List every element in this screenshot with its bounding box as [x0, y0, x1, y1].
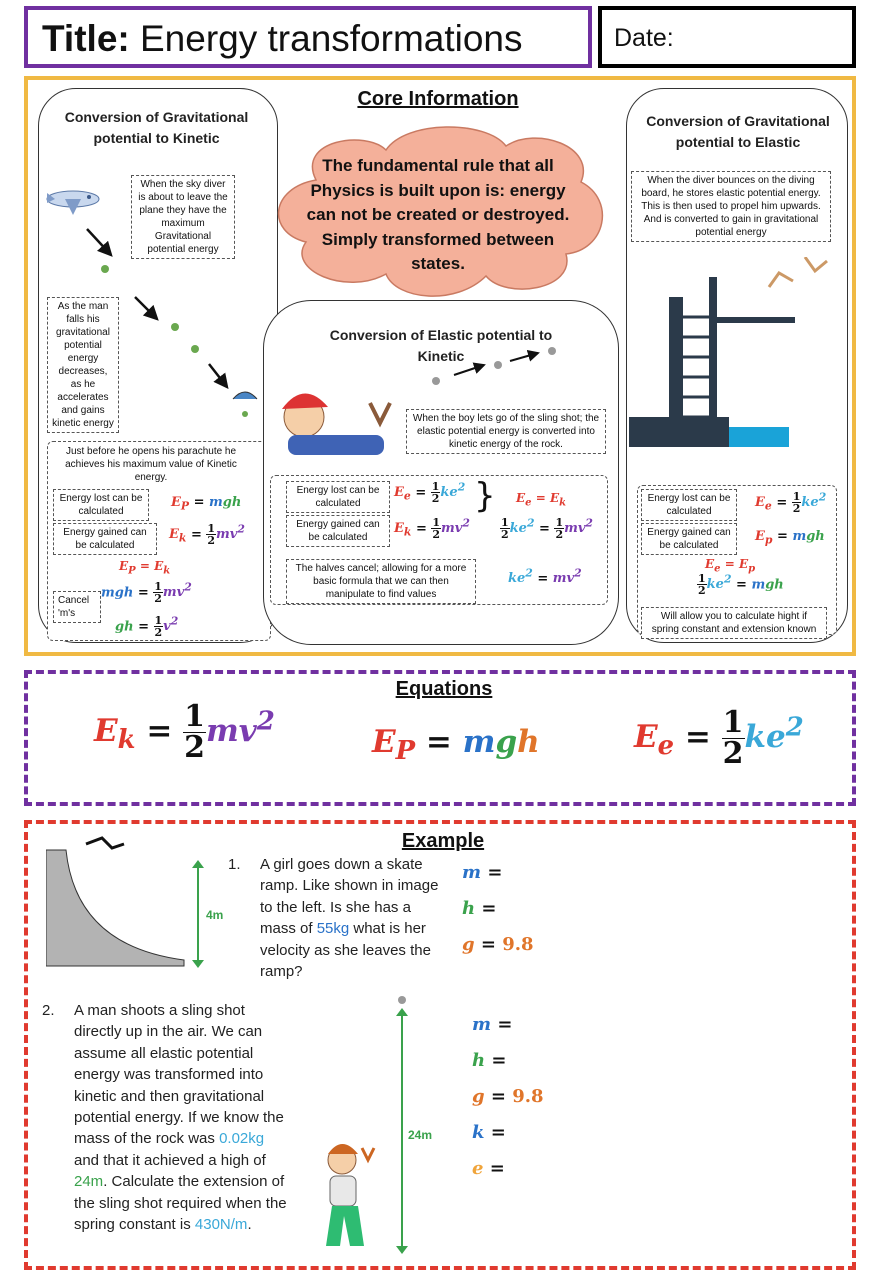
ek-gained-equation: $E_k$ = $\frac{1}{2}$ $mv^2$ [394, 516, 470, 542]
title-box [24, 6, 592, 68]
ramp-height-arrow [188, 860, 208, 968]
q2-m: m = [472, 1014, 513, 1035]
rock-path [424, 341, 564, 391]
ep-gained-equation: $E_p$ = mgh [755, 529, 825, 547]
q1-h: h = [462, 898, 497, 919]
diving-board-icon [629, 257, 847, 467]
slingshot-man-icon [318, 1142, 388, 1252]
skydiver-note-1: When the sky diver is about to leave the plane they have the maximum Gravitational potential energy [131, 175, 235, 259]
ep-equals-ek: $E_P = E_k$ [119, 559, 171, 577]
ee-lost-equation: $E_e$ = $\frac{1}{2}$ $ke^2$ [394, 480, 466, 506]
question-1-text: A girl goes down a skate ramp. Like shown in image to the left. Is she has a mass of 55kg what is her velocity as she leaves the ramp? [260, 856, 439, 981]
q1-g: g = 9.8 [462, 934, 534, 955]
gp-energy-equation: $E_P$ = mgh [372, 724, 540, 767]
equations-section [24, 670, 856, 806]
bracket: } [474, 476, 496, 516]
q1-m: m = [462, 862, 503, 883]
core-information-section [24, 76, 856, 656]
q2-k: k = [472, 1122, 506, 1143]
height-note: Will allow you to calculate hight if spring constant and extension known [641, 607, 827, 639]
gp-elastic-title: Conversion of Gravitational potential to Elastic [646, 113, 830, 150]
gp-lost-equation: $E_P$ = mgh [171, 495, 242, 513]
skydiver-note-2: As the man falls his gravitational potential energy decreases, as he accelerates and gains kinetic energy [47, 297, 119, 433]
ee-lost-label-2: Energy lost can be calculated [641, 489, 737, 521]
elastic-energy-equation: $E_e$ = $\frac{1}{2}$ $ke^2$ [634, 705, 804, 771]
ee-lost-label: Energy lost can be calculated [286, 481, 390, 513]
core-heading: Core Information [357, 88, 519, 110]
example-heading: Example [401, 830, 485, 852]
example-section [24, 820, 856, 1270]
elastic-kinetic-title: Conversion of Elastic potential to Kinetic [329, 327, 553, 364]
diver-note: When the diver bounces on the diving board, he stores elastic potential energy. This is then used to propel him upwards. And is converted to gain in gravitational potential energy [631, 171, 831, 242]
gp-gained-label: Energy gained can be calculated [53, 523, 157, 555]
rock-height-label: 24m [408, 1128, 433, 1142]
ke-mgh-equation: $\frac{1}{2}$ $ke^2$ = mgh [698, 572, 784, 598]
q2-g: g = 9.8 [472, 1086, 544, 1107]
ee-equals-ek: $E_e = E_k$ [516, 491, 567, 509]
core-cloud-text: The fundamental rule that all Physics is built upon is: energy can not be created or destroyed. Simply transformed between states. [306, 156, 570, 273]
ee-lost-equation-2: $E_e$ = $\frac{1}{2}$ $ke^2$ [755, 490, 827, 516]
ek-gained-label: Energy gained can be calculated [286, 515, 390, 547]
q2-e: e = [472, 1158, 505, 1179]
question-1-number: 1. [228, 856, 241, 873]
halves-note: The halves cancel; allowing for a more basic formula that we can then manipulate to find values [286, 559, 476, 604]
date-box [598, 6, 856, 68]
gp-lost-label: Energy lost can be calculated [53, 489, 149, 521]
skydiver-note-3: Just before he opens his parachute he achieves his maximum value of Kinetic energy. [65, 446, 237, 483]
date-label: Date: [614, 24, 674, 52]
rock-height-arrow [392, 992, 412, 1258]
gh-equation: gh = $\frac{1}{2}$ $v^2$ [115, 614, 179, 640]
gp-kinetic-title: Conversion of Gravitational potential to Kinetic [64, 109, 249, 146]
ke-gained-equation: $E_k$ = $\frac{1}{2}$ $mv^2$ [169, 522, 245, 548]
page-title: Title: Energy transformations [42, 18, 523, 59]
equations-heading: Equations [395, 678, 493, 700]
simplified-equation: $ke^2 = mv^2$ [508, 567, 582, 587]
cancel-m-equation: mgh = $\frac{1}{2}$ $mv^2$ [101, 580, 192, 606]
slingshot-note: When the boy lets go of the sling shot; the elastic potential energy is converted into kinetic energy of the rock. [406, 409, 606, 454]
ee-equals-ep: $E_e = E_p$ [705, 557, 756, 575]
elastic-kinetic-panel [263, 300, 619, 645]
question-2-text: A man shoots a sling shot directly up in the air. We can assume all elastic potential energy was transformed into kinetic and then gravitational potential energy. If we know the mass of the rock was 0.02kg and that it achieved a high of 24m. Calculate the extension of the sling shot required when the spring constant is 430N/m. [74, 1002, 287, 1234]
kinetic-energy-equation: $E_k$ = $\frac{1}{2}$ $mv^2$ [94, 699, 275, 765]
q2-h: h = [472, 1050, 507, 1071]
skate-ramp-icon [46, 836, 186, 970]
gp-kinetic-panel [38, 88, 278, 643]
ramp-height-label: 4m [206, 908, 224, 922]
ep-gained-label: Energy gained can be calculated [641, 523, 737, 555]
halves-equation: $\frac{1}{2}$ $ke^2$ = $\frac{1}{2}$ $mv^2$ [501, 516, 593, 542]
slingshot-boy-icon [270, 381, 400, 471]
gp-elastic-panel [626, 88, 848, 643]
question-2-number: 2. [42, 1002, 55, 1019]
cancel-m-label: Cancel 'm's [53, 591, 101, 623]
